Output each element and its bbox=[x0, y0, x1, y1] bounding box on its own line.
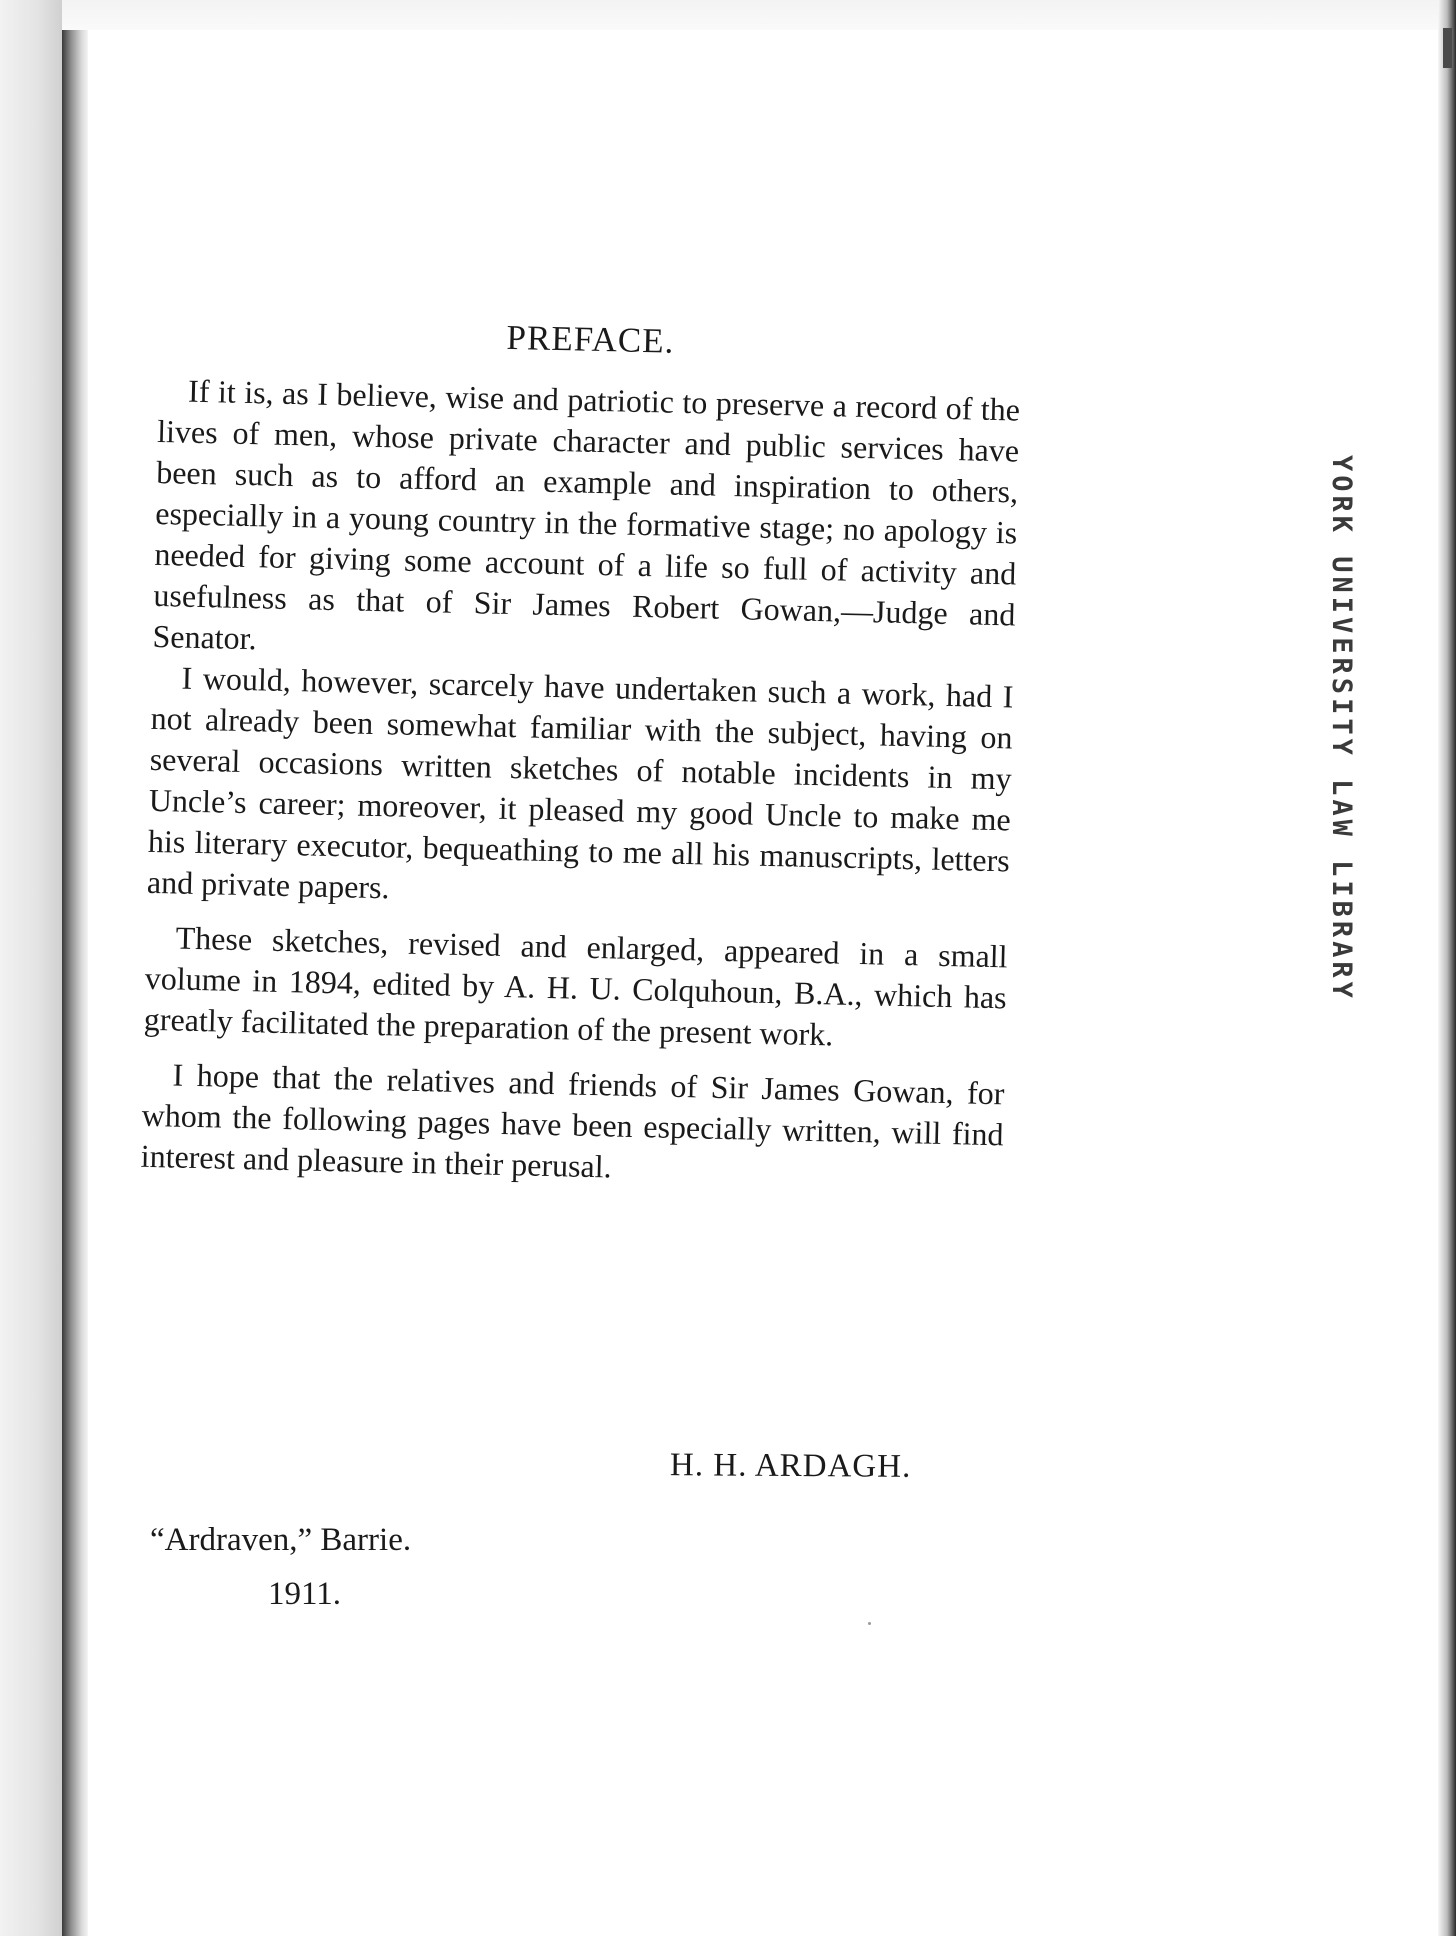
paragraph-4 bbox=[140, 1054, 1005, 1197]
book-gutter-shadow bbox=[62, 30, 88, 1936]
paragraph-2-text: I would, however, scarcely have undertaken such a work, had I not already been somewhat familiar with the subject, having on several occasions written sketches of notable incidents in my Uncle’s career; moreover, it pleased my good Uncle to make me his literary executor, bequeathing to me all his manuscripts, letters and private papers. bbox=[146, 659, 1014, 906]
paragraph-3 bbox=[143, 917, 1008, 1060]
scan-right-edge bbox=[1438, 0, 1456, 1936]
paragraph-4-text: I hope that the relatives and friends of Sir James Gowan, for whom the following pages have been especially written, will find interest and pleasure in their perusal. bbox=[140, 1056, 1005, 1185]
place-line: “Ardraven,” Barrie. bbox=[150, 1522, 412, 1558]
scan-left-margin bbox=[0, 0, 62, 1936]
year-line: 1911. bbox=[268, 1576, 342, 1612]
paragraph-3-text: These sketches, revised and enlarged, appeared in a small volume in 1894, edited by A. H. U. Colquhoun, B.A., which has greatly facilitated the preparation of the present work. bbox=[143, 919, 1008, 1053]
paragraph-2 bbox=[147, 657, 1014, 922]
author-signature: H. H. ARDAGH. bbox=[669, 1447, 912, 1485]
paragraph-1 bbox=[152, 370, 1020, 676]
library-stamp: YORK UNIVERSITY LAW LIBRARY bbox=[1326, 455, 1357, 1002]
preface-text-block bbox=[140, 310, 1021, 1196]
page-title: PREFACE. bbox=[506, 317, 675, 361]
scan-edge-mark bbox=[1443, 28, 1452, 68]
scan-dust-speck bbox=[868, 1622, 871, 1625]
paragraph-1-text: If it is, as I believe, wise and patriotic to preserve a record of the lives of men, whose private character and public services have been such as to afford an example and inspiration to others, especially in a young country in the formative stage; no apology is needed for giving some account of a life so full of activity and usefulness as that of Sir James Robert Gowan,—Judge and Senator. bbox=[152, 372, 1021, 657]
scan-top-band bbox=[62, 0, 1456, 30]
